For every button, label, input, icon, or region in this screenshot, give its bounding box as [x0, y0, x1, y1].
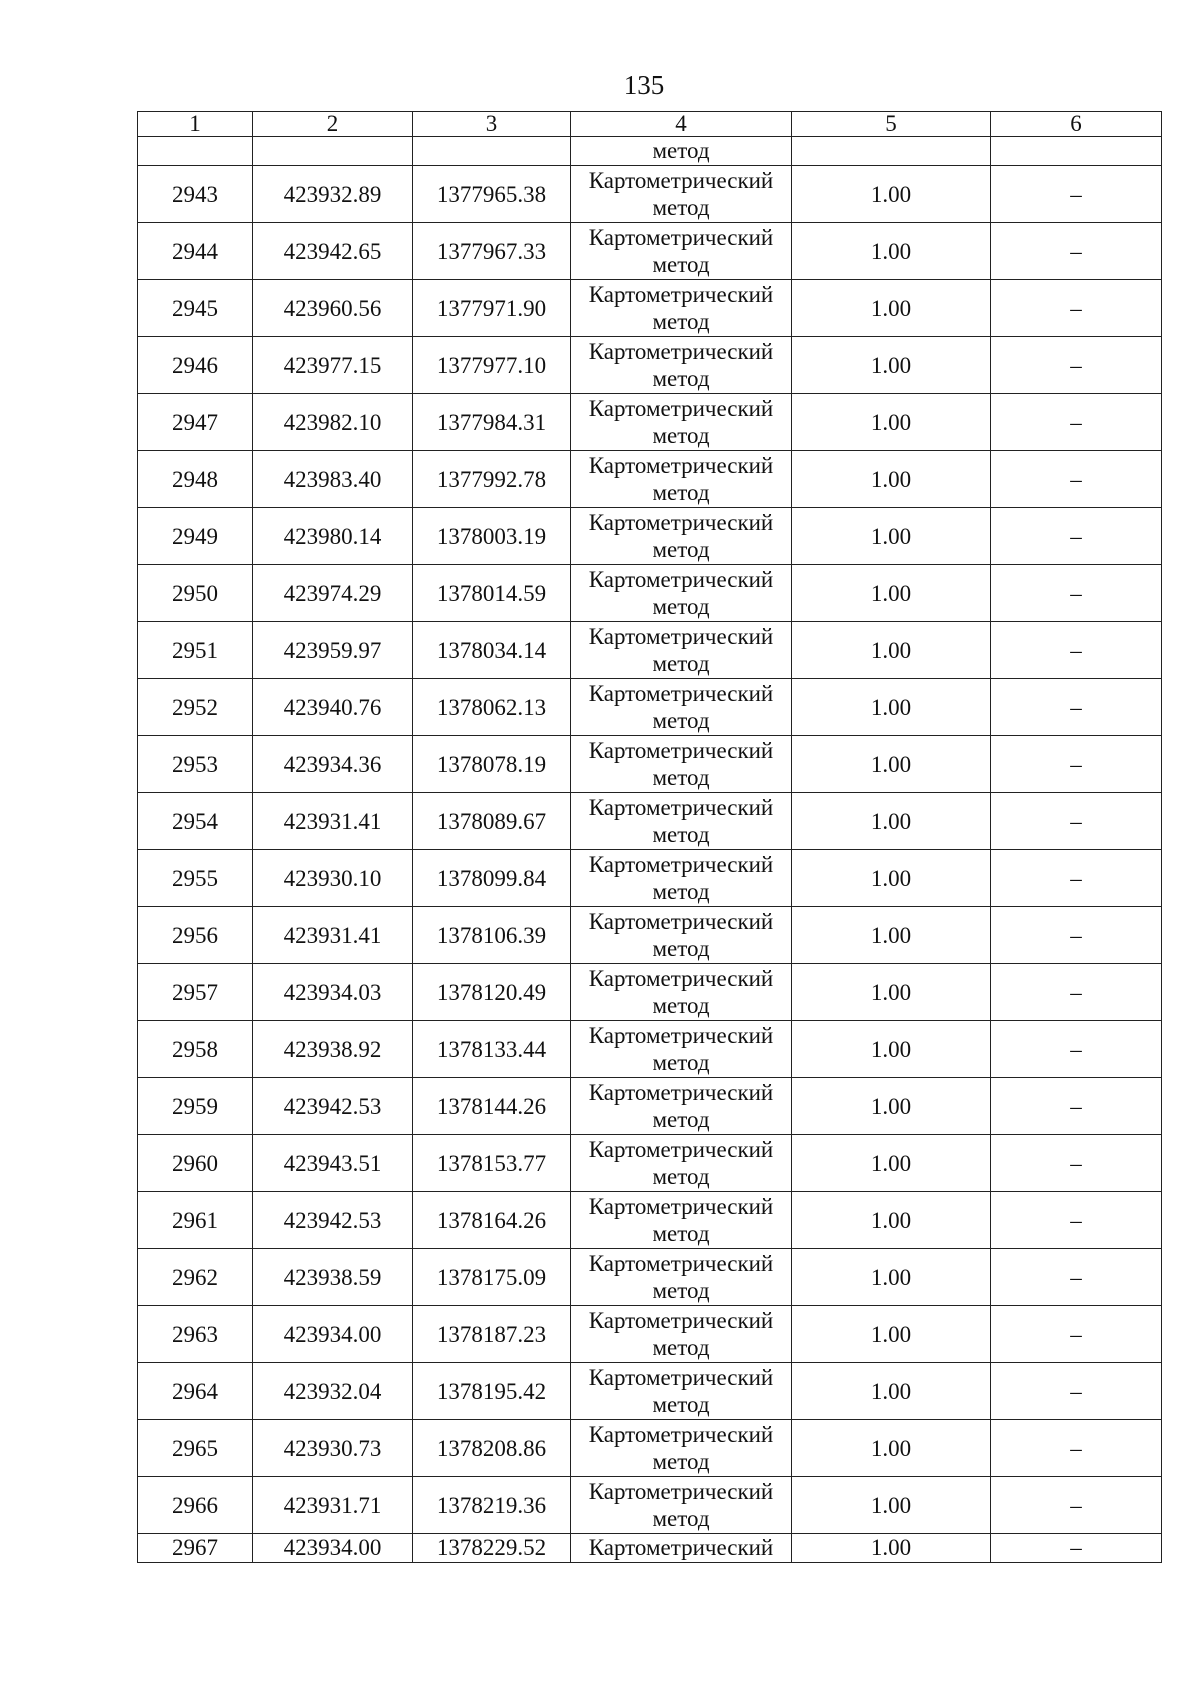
- continuation-row: [138, 137, 1162, 166]
- cell-method: [571, 508, 792, 565]
- cell-accuracy: 1.00: [792, 166, 991, 223]
- cell-point-id: 2955: [138, 850, 253, 907]
- method-line-2: метод: [652, 1164, 710, 1189]
- method-line-2: метод: [652, 480, 710, 505]
- coordinates-table: [137, 111, 1162, 1563]
- cell-x: 423932.89: [253, 166, 413, 223]
- cell-note: –: [991, 1534, 1162, 1563]
- cell-accuracy: 1.00: [792, 394, 991, 451]
- cell-y: 1378034.14: [413, 622, 571, 679]
- cell-y: 1377977.10: [413, 337, 571, 394]
- cell-accuracy: 1.00: [792, 1078, 991, 1135]
- table-row: [138, 1249, 1162, 1306]
- cell-point-id: 2958: [138, 1021, 253, 1078]
- method-line-1: Картометрический: [588, 225, 774, 250]
- cell-note: –: [991, 736, 1162, 793]
- cell-y: 1378078.19: [413, 736, 571, 793]
- cell-accuracy: 1.00: [792, 1306, 991, 1363]
- cell-accuracy: 1.00: [792, 1534, 991, 1563]
- method-line-1: Картометрический: [588, 909, 774, 934]
- table-row: [138, 1078, 1162, 1135]
- cell-method-continued: метод: [571, 137, 792, 166]
- table-row: [138, 508, 1162, 565]
- column-header: 2: [253, 112, 413, 137]
- cell-method: [571, 679, 792, 736]
- cell-note: –: [991, 850, 1162, 907]
- method-line-1: Картометрический: [588, 282, 774, 307]
- table-row: [138, 1420, 1162, 1477]
- method-line-2: метод: [652, 366, 710, 391]
- column-header: 3: [413, 112, 571, 137]
- cell-x: 423982.10: [253, 394, 413, 451]
- cell-note: –: [991, 223, 1162, 280]
- cell-point-id: 2946: [138, 337, 253, 394]
- method-line-2: метод: [652, 822, 710, 847]
- cell-method: [571, 1192, 792, 1249]
- cell-method: [571, 1135, 792, 1192]
- cell-point-id: 2957: [138, 964, 253, 1021]
- cell-point-id: 2951: [138, 622, 253, 679]
- cell-note: –: [991, 451, 1162, 508]
- cell-point-id: 2944: [138, 223, 253, 280]
- cell-y: 1378144.26: [413, 1078, 571, 1135]
- cell-y: 1377971.90: [413, 280, 571, 337]
- cell-note: –: [991, 166, 1162, 223]
- method-line-2: метод: [652, 936, 710, 961]
- cell-method: [571, 166, 792, 223]
- cell-note: –: [991, 280, 1162, 337]
- method-line-2: метод: [652, 708, 710, 733]
- cell-method: [571, 394, 792, 451]
- method-line-1: Картометрический: [588, 1365, 774, 1390]
- method-line-1: Картометрический: [588, 1422, 774, 1447]
- cell-y: 1378099.84: [413, 850, 571, 907]
- cell-y: 1378229.52: [413, 1534, 571, 1563]
- cell-accuracy: 1.00: [792, 565, 991, 622]
- cell-y: 1378106.39: [413, 907, 571, 964]
- cell-accuracy: 1.00: [792, 1192, 991, 1249]
- cell-note: –: [991, 907, 1162, 964]
- table-row: [138, 1192, 1162, 1249]
- cell-accuracy: 1.00: [792, 1021, 991, 1078]
- cell-note: –: [991, 508, 1162, 565]
- cell-y: 1378153.77: [413, 1135, 571, 1192]
- method-line-2: метод: [652, 1278, 710, 1303]
- cell-note: –: [991, 622, 1162, 679]
- table-row: [138, 1477, 1162, 1534]
- table-row: [138, 850, 1162, 907]
- cell-point-id: 2945: [138, 280, 253, 337]
- cell-point-id: 2948: [138, 451, 253, 508]
- cell-y: 1377965.38: [413, 166, 571, 223]
- cell-point-id: 2943: [138, 166, 253, 223]
- method-line-1: Картометрический: [588, 453, 774, 478]
- cell-point-id: 2964: [138, 1363, 253, 1420]
- table-body: [138, 112, 1162, 1563]
- method-line-1: Картометрический: [588, 966, 774, 991]
- method-line-1: Картометрический: [588, 168, 774, 193]
- cell-y: 1377967.33: [413, 223, 571, 280]
- method-line-1: Картометрический: [588, 510, 774, 535]
- method-line-1: Картометрический: [588, 1023, 774, 1048]
- cell-point-id: 2956: [138, 907, 253, 964]
- cell-y: 1378208.86: [413, 1420, 571, 1477]
- table-row: [138, 565, 1162, 622]
- table-row: [138, 223, 1162, 280]
- cell-y: 1378062.13: [413, 679, 571, 736]
- table-row: [138, 280, 1162, 337]
- cell-x: 423931.41: [253, 907, 413, 964]
- method-line-2: метод: [652, 1050, 710, 1075]
- cell-method: [571, 1021, 792, 1078]
- cell-y: 1378133.44: [413, 1021, 571, 1078]
- method-line-2: метод: [652, 537, 710, 562]
- table-row: [138, 1306, 1162, 1363]
- method-line-2: метод: [652, 1392, 710, 1417]
- method-line-2: метод: [652, 651, 710, 676]
- cell-point-id: 2960: [138, 1135, 253, 1192]
- cell-note: –: [991, 793, 1162, 850]
- cell-note: –: [991, 1192, 1162, 1249]
- cell-point-id: 2962: [138, 1249, 253, 1306]
- table-row: [138, 622, 1162, 679]
- cell-note: –: [991, 1021, 1162, 1078]
- method-line-1: Картометрический: [588, 1137, 774, 1162]
- cell-point-id: 2965: [138, 1420, 253, 1477]
- page-number: 135: [623, 70, 665, 100]
- cell-accuracy: 1.00: [792, 1477, 991, 1534]
- cell-accuracy: 1.00: [792, 508, 991, 565]
- table-row: [138, 1021, 1162, 1078]
- table-row: [138, 964, 1162, 1021]
- cell-x: 423977.15: [253, 337, 413, 394]
- cell-point-id: 2961: [138, 1192, 253, 1249]
- header-row: [138, 112, 1162, 137]
- method-line-2: метод: [652, 252, 710, 277]
- cell-point-id: 2949: [138, 508, 253, 565]
- method-line-1: Картометрический: [588, 1308, 774, 1333]
- cell-method: [571, 565, 792, 622]
- cell-accuracy: 1.00: [792, 1249, 991, 1306]
- cell-accuracy: 1.00: [792, 451, 991, 508]
- cell-accuracy: 1.00: [792, 223, 991, 280]
- method-line-2: метод: [652, 1221, 710, 1246]
- cell-method: [571, 622, 792, 679]
- method-line-2: метод: [652, 1506, 710, 1531]
- cell-note: –: [991, 964, 1162, 1021]
- cell-x: 423960.56: [253, 280, 413, 337]
- cell-x: 423931.71: [253, 1477, 413, 1534]
- cell-x: 423942.53: [253, 1192, 413, 1249]
- cell-x: 423938.92: [253, 1021, 413, 1078]
- method-line-1: Картометрический: [588, 1080, 774, 1105]
- cell-note: –: [991, 337, 1162, 394]
- cell-accuracy: 1.00: [792, 1135, 991, 1192]
- cell-method: [571, 1363, 792, 1420]
- cell-y: 1378014.59: [413, 565, 571, 622]
- cell-point-id: 2966: [138, 1477, 253, 1534]
- table-row: [138, 1363, 1162, 1420]
- method-line-2: метод: [652, 594, 710, 619]
- cell-method: [571, 337, 792, 394]
- table-row: [138, 394, 1162, 451]
- cell-y: 1378219.36: [413, 1477, 571, 1534]
- method-line-2: метод: [652, 765, 710, 790]
- cell-method: Картометрический: [571, 1534, 792, 1563]
- cell-note: –: [991, 394, 1162, 451]
- cell-x: 423943.51: [253, 1135, 413, 1192]
- method-line-1: Картометрический: [588, 852, 774, 877]
- method-line-1: Картометрический: [588, 681, 774, 706]
- cell-point-id: 2959: [138, 1078, 253, 1135]
- cell-empty: [138, 137, 253, 166]
- table-row: [138, 793, 1162, 850]
- cell-note: –: [991, 565, 1162, 622]
- cell-point-id: 2963: [138, 1306, 253, 1363]
- method-line-1: Картометрический: [588, 738, 774, 763]
- cell-x: 423932.04: [253, 1363, 413, 1420]
- cell-method: [571, 451, 792, 508]
- cell-point-id: 2967: [138, 1534, 253, 1563]
- cell-y: 1378195.42: [413, 1363, 571, 1420]
- cell-note: –: [991, 1477, 1162, 1534]
- column-header: 1: [138, 112, 253, 137]
- method-line-1: Картометрический: [588, 624, 774, 649]
- cell-accuracy: 1.00: [792, 1420, 991, 1477]
- cell-method: [571, 1078, 792, 1135]
- method-line-1: Картометрический: [588, 1251, 774, 1276]
- cell-point-id: 2953: [138, 736, 253, 793]
- cell-x: 423930.10: [253, 850, 413, 907]
- cell-point-id: 2954: [138, 793, 253, 850]
- cell-x: 423934.36: [253, 736, 413, 793]
- cell-note: –: [991, 1249, 1162, 1306]
- cell-x: 423934.03: [253, 964, 413, 1021]
- method-line-2: метод: [652, 1107, 710, 1132]
- cell-y: 1378164.26: [413, 1192, 571, 1249]
- method-line-1: Картометрический: [588, 1194, 774, 1219]
- table-row: [138, 1135, 1162, 1192]
- table-row: [138, 907, 1162, 964]
- cell-accuracy: 1.00: [792, 964, 991, 1021]
- cell-x: 423934.00: [253, 1306, 413, 1363]
- cell-accuracy: 1.00: [792, 907, 991, 964]
- cell-method: [571, 850, 792, 907]
- cell-note: –: [991, 1420, 1162, 1477]
- cell-x: 423931.41: [253, 793, 413, 850]
- method-line-1: Картометрический: [588, 1479, 774, 1504]
- cell-method: [571, 1420, 792, 1477]
- cell-accuracy: 1.00: [792, 793, 991, 850]
- cell-note: –: [991, 1135, 1162, 1192]
- cell-accuracy: 1.00: [792, 280, 991, 337]
- cell-method: [571, 793, 792, 850]
- cell-point-id: 2947: [138, 394, 253, 451]
- cell-method: [571, 1249, 792, 1306]
- method-line-2: метод: [652, 1335, 710, 1360]
- cell-x: 423983.40: [253, 451, 413, 508]
- table-row: [138, 337, 1162, 394]
- cell-method: [571, 223, 792, 280]
- table-row: [138, 736, 1162, 793]
- cell-y: 1378120.49: [413, 964, 571, 1021]
- method-line-2: метод: [652, 309, 710, 334]
- method-line-1: Картометрический: [588, 795, 774, 820]
- cell-empty: [413, 137, 571, 166]
- cell-x: 423942.65: [253, 223, 413, 280]
- method-line-2: метод: [652, 423, 710, 448]
- column-header: 6: [991, 112, 1162, 137]
- column-header: 5: [792, 112, 991, 137]
- method-line-2: метод: [652, 195, 710, 220]
- cell-point-id: 2952: [138, 679, 253, 736]
- cell-note: –: [991, 1078, 1162, 1135]
- cell-x: 423938.59: [253, 1249, 413, 1306]
- cell-method: [571, 736, 792, 793]
- table-row: [138, 451, 1162, 508]
- cell-note: –: [991, 679, 1162, 736]
- method-line-1: Картометрический: [588, 339, 774, 364]
- cell-method: [571, 1477, 792, 1534]
- table-row: [138, 166, 1162, 223]
- cell-method: [571, 907, 792, 964]
- method-line-2: метод: [652, 1449, 710, 1474]
- cell-accuracy: 1.00: [792, 736, 991, 793]
- cell-point-id: 2950: [138, 565, 253, 622]
- cell-y: 1377984.31: [413, 394, 571, 451]
- cell-x: 423942.53: [253, 1078, 413, 1135]
- cell-y: 1378003.19: [413, 508, 571, 565]
- cell-accuracy: 1.00: [792, 1363, 991, 1420]
- cell-x: 423940.76: [253, 679, 413, 736]
- cell-method: [571, 1306, 792, 1363]
- cell-y: 1377992.78: [413, 451, 571, 508]
- cell-note: –: [991, 1363, 1162, 1420]
- method-line-2: метод: [652, 993, 710, 1018]
- cell-x: 423930.73: [253, 1420, 413, 1477]
- cell-x: 423934.00: [253, 1534, 413, 1563]
- cell-empty: [253, 137, 413, 166]
- cell-method: [571, 280, 792, 337]
- cell-empty: [991, 137, 1162, 166]
- method-line-2: метод: [652, 879, 710, 904]
- table-row-last: [138, 1534, 1162, 1563]
- cell-x: 423980.14: [253, 508, 413, 565]
- table-row: [138, 679, 1162, 736]
- cell-y: 1378187.23: [413, 1306, 571, 1363]
- method-line-1: Картометрический: [588, 567, 774, 592]
- cell-note: –: [991, 1306, 1162, 1363]
- cell-accuracy: 1.00: [792, 850, 991, 907]
- cell-x: 423974.29: [253, 565, 413, 622]
- column-header: 4: [571, 112, 792, 137]
- cell-y: 1378175.09: [413, 1249, 571, 1306]
- cell-method: [571, 964, 792, 1021]
- cell-accuracy: 1.00: [792, 622, 991, 679]
- cell-accuracy: 1.00: [792, 679, 991, 736]
- method-line-1: Картометрический: [588, 396, 774, 421]
- cell-accuracy: 1.00: [792, 337, 991, 394]
- cell-empty: [792, 137, 991, 166]
- cell-x: 423959.97: [253, 622, 413, 679]
- cell-y: 1378089.67: [413, 793, 571, 850]
